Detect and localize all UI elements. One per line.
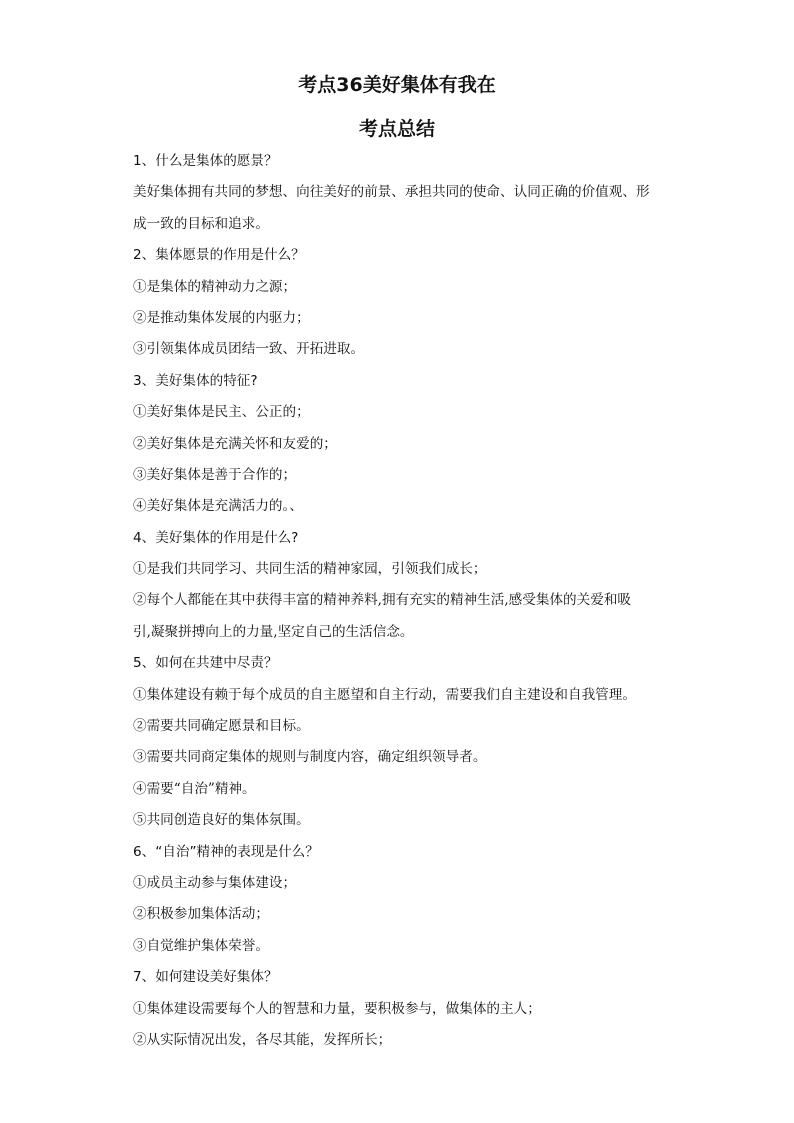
question-line: 2、集体愿景的作用是什么？	[133, 247, 305, 264]
answer-line: ②从实际情况出发，各尽其能，发挥所长；	[133, 1031, 392, 1048]
answer-line: ③美好集体是善于合作的；	[133, 466, 297, 483]
answer-line: ①集体建设有赖于每个成员的自主愿望和自主行动，需要我们自主建设和自我管理。	[133, 686, 636, 703]
answer-line: 引,凝聚拼搏向上的力量,坚定自己的生活信念。	[133, 623, 414, 640]
answer-line: ③需要共同商定集体的规则与制度内容，确定组织领导者。	[133, 749, 487, 766]
question-line: 1、什么是集体的愿景？	[133, 153, 278, 169]
answer-line: ⑤共同创造良好的集体氛围。	[133, 812, 310, 829]
answer-line: 成一致的目标和追求。	[133, 215, 269, 232]
answer-line: ②积极参加集体活动；	[133, 906, 269, 923]
question-line: 5、如何在共建中尽责？	[133, 655, 278, 672]
answer-line: ①成员主动参与集体建设；	[133, 874, 297, 891]
answer-line: 美好集体拥有共同的梦想、向往美好的前景、承担共同的使命、认同正确的价值观、形	[133, 184, 650, 201]
question-line: 6、“自治”精神的表现是什么？	[133, 843, 319, 860]
answer-line: ④需要“自治”精神。	[133, 780, 256, 797]
question-line: 3、美好集体的特征?	[133, 372, 258, 389]
question-line: 7、如何建设美好集体？	[133, 969, 278, 986]
answer-line: ③自觉维护集体荣誉。	[133, 937, 269, 954]
document-subtitle: 考点总结	[358, 118, 435, 140]
answer-line: ②每个人都能在其中获得丰富的精神养料,拥有充实的精神生活,感受集体的关爱和吸	[133, 592, 632, 609]
answer-line: ②是推动集体发展的内驱力；	[133, 309, 310, 326]
question-line: 4、美好集体的作用是什么?	[133, 529, 299, 546]
answer-line: ①美好集体是民主、公正的；	[133, 404, 310, 421]
answer-line: ③引领集体成员团结一致、开拓进取。	[133, 341, 365, 358]
answer-line: ②美好集体是充满关怀和友爱的；	[133, 435, 337, 452]
document-body	[133, 146, 663, 1056]
answer-line: ②需要共同确定愿景和目标。	[133, 718, 310, 735]
answer-line: ①是我们共同学习、共同生活的精神家园，引领我们成长；	[133, 561, 487, 578]
document-title: 考点36美好集体有我在	[298, 74, 496, 96]
answer-line: ④美好集体是充满活力的。、	[133, 498, 303, 515]
answer-line: ①是集体的精神动力之源；	[133, 278, 297, 295]
answer-line: ①集体建设需要每个人的智慧和力量，要积极参与，做集体的主人；	[133, 1000, 541, 1017]
